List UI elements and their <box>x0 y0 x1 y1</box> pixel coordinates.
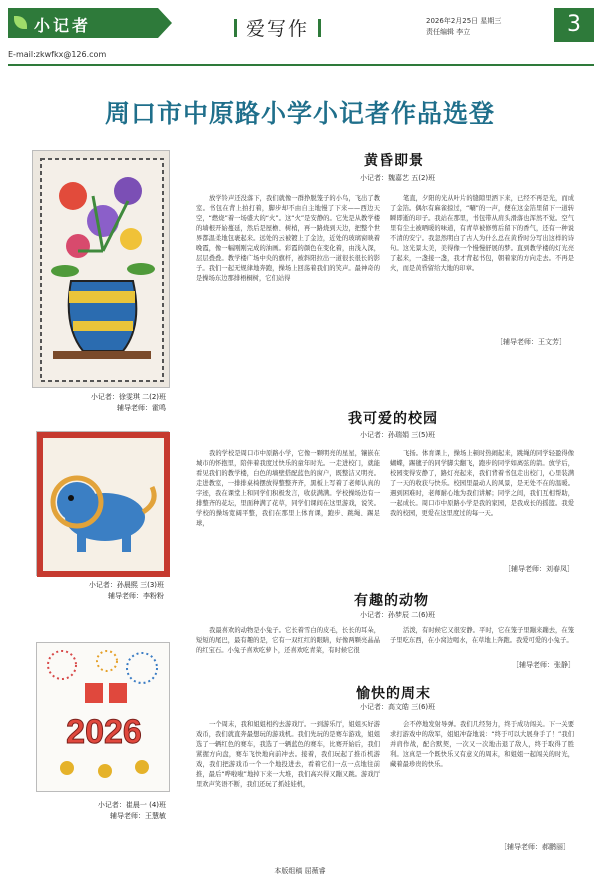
artwork-3-caption <box>36 800 166 822</box>
year-text: 2026 <box>66 713 142 751</box>
article-4-col1: 一个周末，我和姐姐相约去游戏厅。一到游乐厅，姐姐买好游戏币，我们就直奔最想玩的游戏机。我们先玩的是赛车游戏，姐姐选了一辆红色的赛车，我选了一辆蓝色的赛车，比赛开始后，我们紧握方向盘，赛车飞快地向前冲去。接着，我们玩起了推币机游戏，我们把游戏币一个一个地投进去，看着它们一点一点地往前推，最后“哗啦啦”地掉下来一大堆，我们高兴得又蹦又跳。游戏厅里欢声笑语不断，我们还玩了抓娃娃机， <box>196 721 380 788</box>
page-header <box>8 6 594 74</box>
article-4-byline: 小记者：高文皓 三(6)班 <box>360 703 436 711</box>
article-3-col1: 我最喜欢的动物是小兔子。它长着雪白的皮毛，长长的耳朵，短短的尾巴，最有趣的是，它有一双红红的眼睛，好像两颗亮晶晶的红宝石。小兔子喜欢吃萝卜，还喜欢吃青菜，有时候它很 <box>196 627 380 654</box>
page-title: 周口市中原路小学小记者作品选登 <box>104 99 495 128</box>
page-footer: 本版组稿 屈薇睿 <box>274 867 326 875</box>
leaf-icon <box>14 16 27 29</box>
article-2-col1: 我的学校是周口市中原路小学，它像一颗明亮的星星，镶嵌在城市的怀抱里，陪伴着我度过快乐的童年时光。一走进校门，就能看见我们的教学楼，白色的墙壁搭配蓝色的窗户，既整洁又明亮。走进教室，一排排桌椅摆放得整整齐齐，黑板上写着了老师认真的字迹，我在课堂上和同学们积极发言，收获满满。学校操场边有一排整齐的花坛，里面种满了花草，同学们课间在这里游戏，说笑。学校的操场宽阔平整，我们在那里上体育课，跑步、跳绳、踢足球， <box>196 450 380 527</box>
page-number: 3 <box>554 8 594 42</box>
artwork-tutor: 辅导老师：霍鸣 <box>117 404 166 412</box>
email-line: E-mail:zkwfkx@126.com <box>8 50 107 59</box>
article-1-title: 黄昏即景 <box>364 153 424 169</box>
article-2-byline: 小记者：孙瑞娟 三(5)班 <box>360 431 436 439</box>
column-name: 小记者 <box>34 16 92 35</box>
artwork-author: 小记者：孙晨熙 三(3)班 <box>88 581 164 589</box>
artwork-2026 <box>36 642 170 792</box>
article-1-tutor: ［辅导老师：王文芳］ <box>496 338 566 346</box>
editor-line: 责任编辑 李立 <box>426 28 471 36</box>
2026-drawing <box>37 643 171 793</box>
date-block <box>426 16 501 38</box>
artwork-flower-vase <box>32 150 170 388</box>
article-3-byline: 小记者：孙梦辰 二(6)班 <box>360 611 436 619</box>
artwork-author: 小记者：徐雯琪 二(2)班 <box>90 393 166 401</box>
lion-drawing <box>37 432 170 577</box>
article-4-col2: 会不停地发射导弹。我们几经努力，终于成功闯关。下一关要求打游戏中的敌军，姐姐冲奋地说：“终于可以大展身手了！”我们并肩作战，配合默契，一次又一次地击退了敌人，终于取得了胜利。这真是一个既快乐又有意义的周末，和姐姐一起闯关的时光，藏着最珍贵的快乐。 <box>390 721 574 768</box>
artwork-tutor: 辅导老师：王慧敏 <box>110 812 166 820</box>
header-rule <box>8 64 594 66</box>
article-1-col2: 笔直，夕阳的光从叶片的缝隙里洒下来，已经不再是光，而成了金箔。偶尔有麻雀掠过，“唰”的一声，便在这金箔里留下一道转瞬即逝的印子。我站在那里，书包带从肩头滑落也浑然不觉。空气里有尘土被晒暖的味道，有青草被修剪后留下的香气，还有一种说不清的安宁。我忽然明白了古人为什么总在黄昏时分写出这样的诗句。这光景太美，美得像一个慢慢舒展的梦。直到教学楼的灯光亮了起来，一盏接一盏，我才背起书包，朝着家的方向走去。不再是火，而是黄昏留给大地的印章。 <box>390 195 574 272</box>
article-1-byline: 小记者：魏嘉艺 五(2)班 <box>360 174 436 182</box>
date-line: 2026年2月25日 星期三 <box>426 17 502 25</box>
article-3-title: 有趣的动物 <box>354 593 429 609</box>
artwork-tutor: 辅导老师：李粉粉 <box>108 592 164 600</box>
section-name: 爱写作 <box>246 14 309 41</box>
article-3-col2: 活泼，有时候它又很安静。平时，它在笼子里蹦来蹦去，在笼子里吃东西，在小窝边喝水，在草地上奔跑。我爱可爱的小兔子。 <box>390 627 574 644</box>
artwork-2-caption <box>36 580 164 602</box>
article-2-tutor: ［辅导老师：刘春凤］ <box>504 565 574 573</box>
article-1-col1: 放学铃声还没落下，我们就像一群挣脱笼子的小鸟，飞出了教室。书包在背上拍打着，脚步却不由自主地慢了下来——西边天空，“燃烧”着一场盛大的“火”。这“火”是安静的。它先是从教学楼的墙根开始蔓延，然后是屋檐、树梢，再一路烧到天边，把整个世界都温柔地包裹起来。远处的云被镀上了金边，近处的玻璃窗映着晚霞，像一幅刚刚完成的油画。彩霞的颜色在变化着，由浅入深，层层叠叠。教学楼广场中央的旗杆，被斜阳拉出一道很长很长的影子。我们一起无规律地奔跑，操场上回荡着我们的笑声。最神奇的是操场东边那排梧桐树，它们站得 <box>196 195 380 282</box>
article-4-title: 愉快的周末 <box>356 686 431 702</box>
flower-vase-drawing <box>33 151 171 389</box>
column-banner <box>8 8 158 38</box>
article-4-tutor: ［辅导老师：郝鹏丽］ <box>500 843 570 851</box>
article-3-tutor: ［辅导老师：张静］ <box>512 661 575 669</box>
artwork-lion <box>36 431 169 576</box>
artwork-1-caption <box>40 392 166 414</box>
artwork-author: 小记者：崔晨一 (4)班 <box>97 801 166 809</box>
article-2-col2: 飞扬。体育课上，操场上顿时热闹起来，跳绳的同学轻盈得像蝴蝶，踢毽子的同学脚尖翻飞，跑步的同学如离弦的箭。放学后，校园变得安静了，路灯亮起来，我们背着书包走出校门，心里装满了一天的收获与快乐。校园里最动人的风景，是无处不在的温暖。遇到困难时，老师耐心地为我们讲解；同学之间，我们互相帮助，一起成长。周口市中原路小学是我的家园，是我成长的摇篮。我爱我的校园，更爱在这里度过的每一天。 <box>390 450 574 517</box>
article-2-title: 我可爱的校园 <box>348 411 438 427</box>
